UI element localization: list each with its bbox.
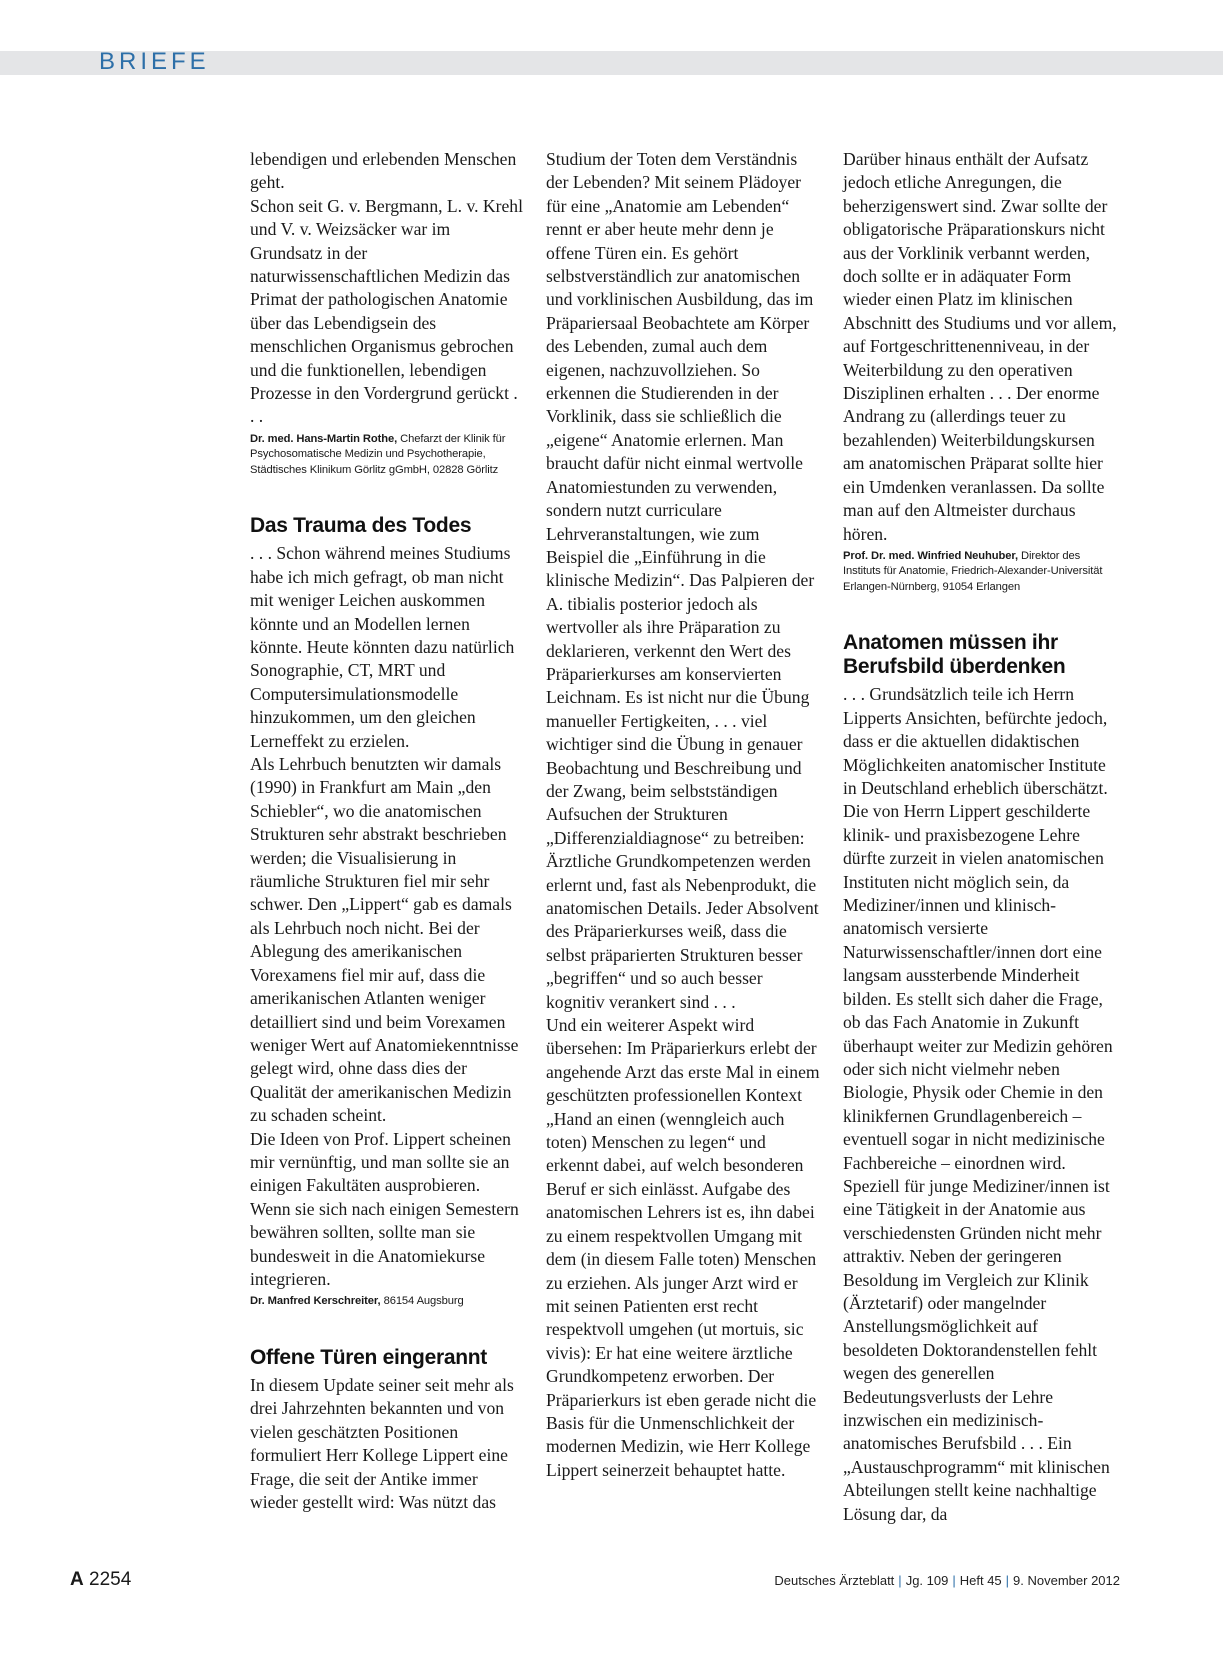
author-detail: 86154 Augsburg xyxy=(380,1295,464,1308)
section-label: BRIEFE xyxy=(99,48,210,75)
author-name: Dr. med. Hans-Martin Rothe, xyxy=(250,432,398,445)
paragraph: Darüber hinaus enthält der Aufsatz jedoch etliche Anregungen, die beherzigenswert sind. Zwar sollte der obligatorische Präparationskurs nicht aus der Vorklinik verbannt werden, doch sollte er in adäquater Form wieder einen Platz im klinischen Abschnitt des Studiums und vor allem, auf Fortgeschrittenenniveau, in der Weiterbildung zu den operativen Disziplinen erhalten . . . Der enorme Andrang zu (allerdings teuer zu bezahlenden) Weiterbildungskursen am anatomischen Präparat sollte hier ein Umdenken veranlassen. Da sollte man auf den Altmeister durchaus hören. xyxy=(843,149,1117,544)
issue: Heft 45 xyxy=(959,1573,1002,1588)
paragraph: . . . Schon während meines Studiums habe ich mich gefragt, ob man nicht mit weniger Leichen auskommen könnte und an Modellen lernen könnte. Heute könnten dazu natürlich Sonographie, CT, MRT und Computersimulationsmodelle hinzukommen, um den gleichen Lerneffekt zu erzielen. xyxy=(250,543,515,751)
letter-heading: Offene Türen eingerannt xyxy=(250,1345,487,1369)
page-number-value: 2254 xyxy=(89,1569,132,1590)
author-name: Dr. Manfred Kerschreiter, xyxy=(250,1295,381,1308)
author-detail: Chefarzt der Klinik für Psychosomatische Medizin und Psychotherapie, Städtisches Klinikum Görlitz gGmbH, 02828 Görlitz xyxy=(250,432,506,476)
paragraph: . . . Grundsätzlich teile ich Herrn Lipperts Ansichten, befürchte jedoch, dass er die aktuellen didaktischen Möglichkeiten anatomischer Institute in Deutschland erheblich überschätzt. xyxy=(843,684,1108,799)
paragraph: Die von Herrn Lippert geschilderte klinik- und praxisbezogene Lehre dürfte zurzeit in vielen anatomischen Instituten nicht möglich sein, da Mediziner/innen und klinisch-anatomisch versierte Naturwissenschaftler/innen dort eine langsam aussterbende Minderheit bilden. Es stellt sich daher die Frage, ob das Fach Anatomie in Zukunft überhaupt weiter zur Medizin gehören oder sich nicht vielmehr neben Biologie, Physik oder Chemie in den klinikfernen Grundlagenbereich – eventuell sogar in nicht medizinische Fachbereiche – einordnen wird. Speziell für junge Mediziner/innen ist eine Tätigkeit in der Anatomie aus verschiedensten Gründen nicht mehr attraktiv. Neben der geringeren Besoldung im Vergleich zur Klinik (Ärztetarif) oder mangelnder Anstellungsmöglichkeit auf besoldeten Doktorandenstellen fehlt wegen des generellen Bedeutungsverlusts der Lehre inzwischen ein medizinisch-anatomisches Berufsbild . . . Ein „Austauschprogramm“ mit klinischen Abteilungen stellt keine nachhaltige Lösung dar, da xyxy=(843,801,1113,1524)
journal-name: Deutsches Ärzteblatt xyxy=(774,1573,895,1588)
letter-author xyxy=(250,1294,524,1310)
paragraph: Schon seit G. v. Bergmann, L. v. Krehl und V. v. Weizsäcker war im Grundsatz in der naturwissenschaftlichen Medizin das Primat der pathologischen Anatomie über das Lebendigsein des menschlichen Organismus gebrochen und die funktionellen, lebendigen Prozesse in den Vordergrund gerückt . . . xyxy=(250,195,523,427)
paragraph: Studium der Toten dem Verständnis der Lebenden? Mit seinem Plädoyer für eine „Anatomie am Lebenden“ rennt er aber heute mehr denn je offene Türen ein. Es gehört selbstverständlich zur anatomischen und vorklinischen Ausbildung, das im Präpariersaal Beobachtete am Körper des Lebenden, zumal auch dem eigenen, nachzuvollziehen. So erkennen die Studierenden in der Vorklinik, dass sie schließlich die „eigene“ Anatomie erlernen. Man braucht dafür nicht einmal wertvolle Anatomiestunden zu verwenden, sondern nutzt curriculare Lehrveranstaltungen, wie zum Beispiel die „Einführung in die klinische Medizin“. Das Palpieren der A. tibialis posterior jedoch als wertvoller als ihre Präparation zu deklarieren, verkennt den Wert des Präparierkurses am konservierten Leichnam. Es ist nicht nur die Übung manueller Fertigkeiten, . . . viel wichtiger sind die Übung in genauer Beobachtung und Beschreibung und der Zwang, beim selbstständigen Aufsuchen der Strukturen „Differenzialdiagnose“ zu betreiben: Ärztliche Grundkompetenzen werden erlernt und, fast als Nebenprodukt, die anatomischen Details. Jeder Absolvent des Präparierkurses weiß, dass die selbst präparierten Strukturen besser „begriffen“ und so auch besser kognitiv verankert sind . . . xyxy=(546,149,819,1012)
page-number xyxy=(70,1568,131,1592)
separator: | xyxy=(952,1573,956,1588)
paragraph: Als Lehrbuch benutzten wir damals (1990) in Frankfurt am Main „den Schiebler“, wo die anatomischen Strukturen sehr abstrakt beschrieben werden; die Visualisierung in räumliche Strukturen fiel mir sehr schwer. Den „Lippert“ gab es damals als Lehrbuch noch nicht. Bei der Ablegung des amerikanischen Vorexamens fiel mir auf, dass die amerikanischen Atlanten weniger detailliert sind und beim Vorexamen weniger Wert auf Anatomiekenntnisse gelegt wird, ohne dass dies der Qualität der amerikanischen Medizin zu schaden scheint. xyxy=(250,754,519,1126)
paragraph: lebendigen und erlebenden Menschen geht. xyxy=(250,149,517,193)
paragraph: In diesem Update seiner seit mehr als drei Jahrzehnten bekannten und von vielen geschätzten Positionen formuliert Herr Kollege Lippert eine Frage, die seit der Antike immer wieder gestellt wird: Was nützt das xyxy=(250,1374,514,1512)
column-3 xyxy=(843,148,1117,1526)
page-prefix: A xyxy=(70,1569,84,1590)
column-2 xyxy=(546,148,820,1482)
separator: | xyxy=(898,1573,902,1588)
separator: | xyxy=(1005,1573,1010,1588)
author-detail: Direktor des Instituts für Anatomie, Friedrich-Alexander-Universität Erlangen-Nürnberg, 91054 Erlangen xyxy=(843,549,1103,593)
author-name: Prof. Dr. med. Winfried Neuhuber, xyxy=(843,549,1018,562)
letter-author xyxy=(250,432,524,479)
issue-date: 9. November 2012 xyxy=(1013,1573,1120,1588)
paragraph: Die Ideen von Prof. Lippert scheinen mir vernünftig, und man sollte sie an einigen Fakultäten ausprobieren. Wenn sie sich nach einigen Semestern bewähren sollten, sollte man sie bundesweit in die Anatomiekurse integrieren. xyxy=(250,1128,519,1289)
publication-info xyxy=(774,1571,1120,1591)
letter-author xyxy=(843,549,1117,596)
letter-heading: Anatomen müssen ihr Berufsbild überdenken xyxy=(843,631,1066,679)
column-1 xyxy=(250,148,524,1514)
letter-heading: Das Trauma des Todes xyxy=(250,514,472,538)
volume: Jg. 109 xyxy=(905,1573,949,1588)
paragraph: Und ein weiterer Aspekt wird übersehen: Im Präparierkurs erlebt der angehende Arzt das erste Mal in einem geschützten professionellen Kontext „Hand an einen (wenngleich auch toten) Menschen zu legen“ und erkennt dabei, auf welch besonderen Beruf er sich einlässt. Aufgabe des anatomischen Lehrers ist es, ihn dabei zu einem respektvollen Umgang mit dem (in diesem Falle toten) Menschen zu erziehen. Als junger Arzt wird er mit seinen Patienten erst recht respektvoll umgehen (ut mortuis, sic vivis): Er hat eine weitere ärztliche Grundkompetenz erworben. Der Präparierkurs ist eben gerade nicht die Basis für die Unmenschlichkeit der modernen Medizin, wie Herr Kollege Lippert seinerzeit behauptet hatte. xyxy=(546,1015,820,1480)
